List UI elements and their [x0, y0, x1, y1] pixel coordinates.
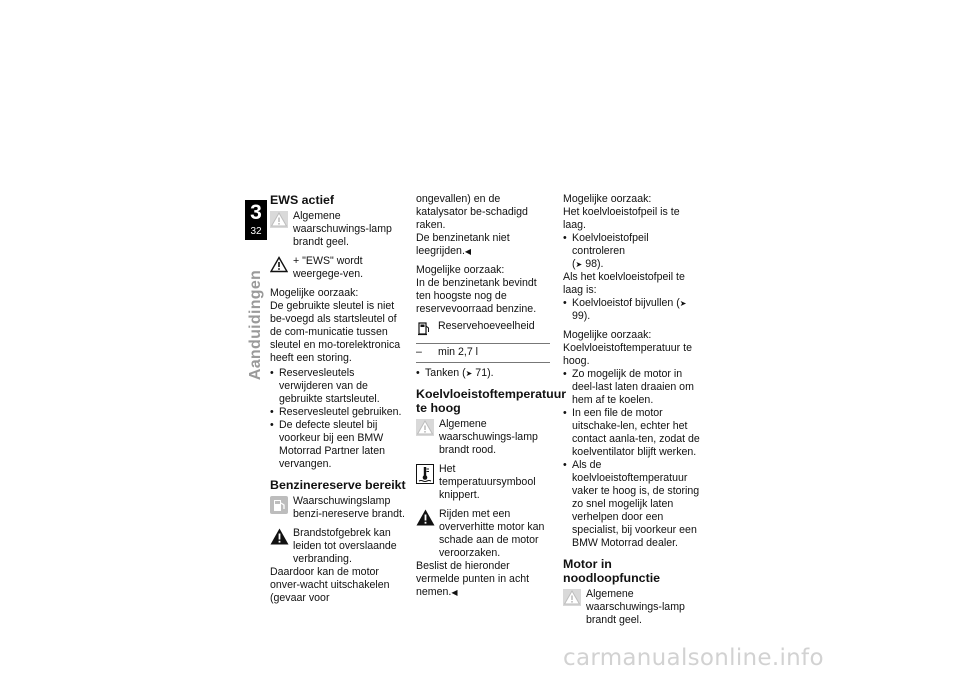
warning-triangle-filled-icon — [270, 528, 289, 545]
coolant-note-warning: Rijden met een oververhitte motor kan schade aan de motor veroorzaken. — [416, 508, 552, 560]
coolant-temp-list — [563, 368, 703, 550]
end-of-section-icon: ◀ — [451, 588, 458, 597]
ews-note-display: + "EWS" wordt weergege-ven. — [270, 255, 408, 281]
cause-label: Mogelijke oorzaak: — [563, 193, 652, 205]
ews-note-warning-lamp: Algemene waarschuwings-lamp brandt geel. — [270, 210, 408, 249]
cause-label: Mogelijke oorzaak: — [563, 329, 652, 341]
list-item: • In een file de motor uitschake-len, echter het contact aanla-ten, zodat de koelventilator blijft werken. — [563, 407, 703, 459]
coolant-note-lamp: Algemene waarschuwings-lamp brandt rood. — [416, 418, 552, 457]
warning-triangle-filled-icon — [416, 509, 435, 526]
minus-icon: – — [416, 346, 422, 358]
tanken-list — [416, 367, 552, 380]
cause-text: In de benzinetank bevindt ten hoogste nog de reservevoorraad benzine. — [416, 277, 537, 315]
chapter-title: Aanduidingen — [247, 269, 264, 381]
page-reference-arrow-icon: ➤ — [679, 299, 687, 308]
reserve-table-header: Reservehoeveelheid — [434, 318, 550, 344]
cause-label: Mogelijke oorzaak: — [270, 287, 359, 299]
coolant-note-temp-symbol: Het temperatuursymbool knippert. — [416, 463, 552, 502]
fuel-continued-text: ongevallen) en de katalysator be-schadigd raken. — [416, 193, 528, 231]
heading-ews-actief: EWS actief — [270, 193, 335, 207]
fuel-pump-icon — [270, 496, 288, 514]
column-1 — [270, 193, 408, 611]
column-3 — [563, 193, 703, 633]
list-item: • Reservesleutel gebruiken. — [270, 406, 408, 419]
coolant-text: Beslist de hieronder vermelde punten in acht nemen.◀ — [416, 560, 530, 598]
page-number: 32 — [250, 226, 262, 237]
fuel-continued-text-2: De benzinetank niet leegrijden.◀ — [416, 232, 510, 257]
warning-triangle-outline-icon — [270, 211, 288, 228]
list-item: • Zo mogelijk de motor in deel-last laten draaien om hem af te koelen. — [563, 368, 703, 407]
heading-noodloopfunctie: Motor in noodloopfunctie — [563, 557, 661, 585]
end-of-section-icon: ◀ — [464, 247, 472, 256]
column-2 — [416, 193, 567, 605]
emergency-note-lamp: Algemene waarschuwings-lamp brandt geel. — [563, 588, 703, 627]
heading-koelvloeistof: Koelvloeistoftemperatuur te hoog — [416, 387, 567, 415]
fuel-note-warning: Brandstofgebrek kan leiden tot overslaande verbranding. — [270, 527, 408, 566]
cause-label: Mogelijke oorzaak: — [416, 264, 505, 276]
cause-text: De gebruikte sleutel is niet be-voegd als startsleutel of de com-municatie tussen sleutel en mo-torelektronica heeft een storing. — [270, 300, 401, 364]
coolant-check-list — [563, 232, 703, 271]
list-item: • Als de koelvloeistoftemperatuur vaker te hoog is, de storing zo snel mogelijk laten verhelpen door een specialist, bij voorkeur een BMW Motorrad dealer. — [563, 459, 703, 550]
warning-triangle-outline-icon — [270, 256, 288, 273]
coolant-fill-list — [563, 297, 703, 323]
watermark: carmanualsonline.info — [563, 645, 824, 671]
list-item: • Koelvloeistof bijvullen (➤ 99). — [563, 297, 703, 323]
ews-bullet-list — [270, 367, 408, 471]
fuel-note-lamp: Waarschuwingslamp benzi-nereserve brandt. — [270, 495, 408, 521]
coolant-temperature-icon — [416, 464, 434, 484]
reserve-table-value: min 2,7 l — [434, 344, 550, 363]
fuel-text: Daardoor kan de motor onver-wacht uitschakelen (gevaar voor — [270, 566, 390, 604]
warning-triangle-outline-icon — [416, 419, 434, 436]
list-item: • Reservesleutels verwijderen van de gebruikte startsleutel. — [270, 367, 408, 406]
page-reference-arrow-icon: ➤ — [575, 260, 583, 269]
page-reference-arrow-icon: ➤ — [465, 369, 473, 378]
list-item: • Koelvloeistofpeil controleren (➤ 98). — [563, 232, 703, 271]
list-item: • Tanken (➤ 71). — [416, 367, 552, 380]
heading-benzinereserve: Benzinereserve bereikt — [270, 478, 406, 492]
cause-text: Koelvloeistoftemperatuur te hoog. — [563, 342, 692, 367]
chapter-number: 3 — [250, 201, 262, 224]
cause-text: Het koelvloeistofpeil is te laag. — [563, 206, 680, 231]
fuel-tank-icon — [416, 320, 430, 336]
list-item: • De defecte sleutel bij voorkeur bij een BMW Motorrad Partner laten vervangen. — [270, 419, 408, 471]
warning-triangle-outline-icon — [563, 589, 581, 606]
low-level-text: Als het koelvloeistofpeil te laag is: — [563, 271, 685, 296]
reserve-table — [416, 318, 550, 363]
